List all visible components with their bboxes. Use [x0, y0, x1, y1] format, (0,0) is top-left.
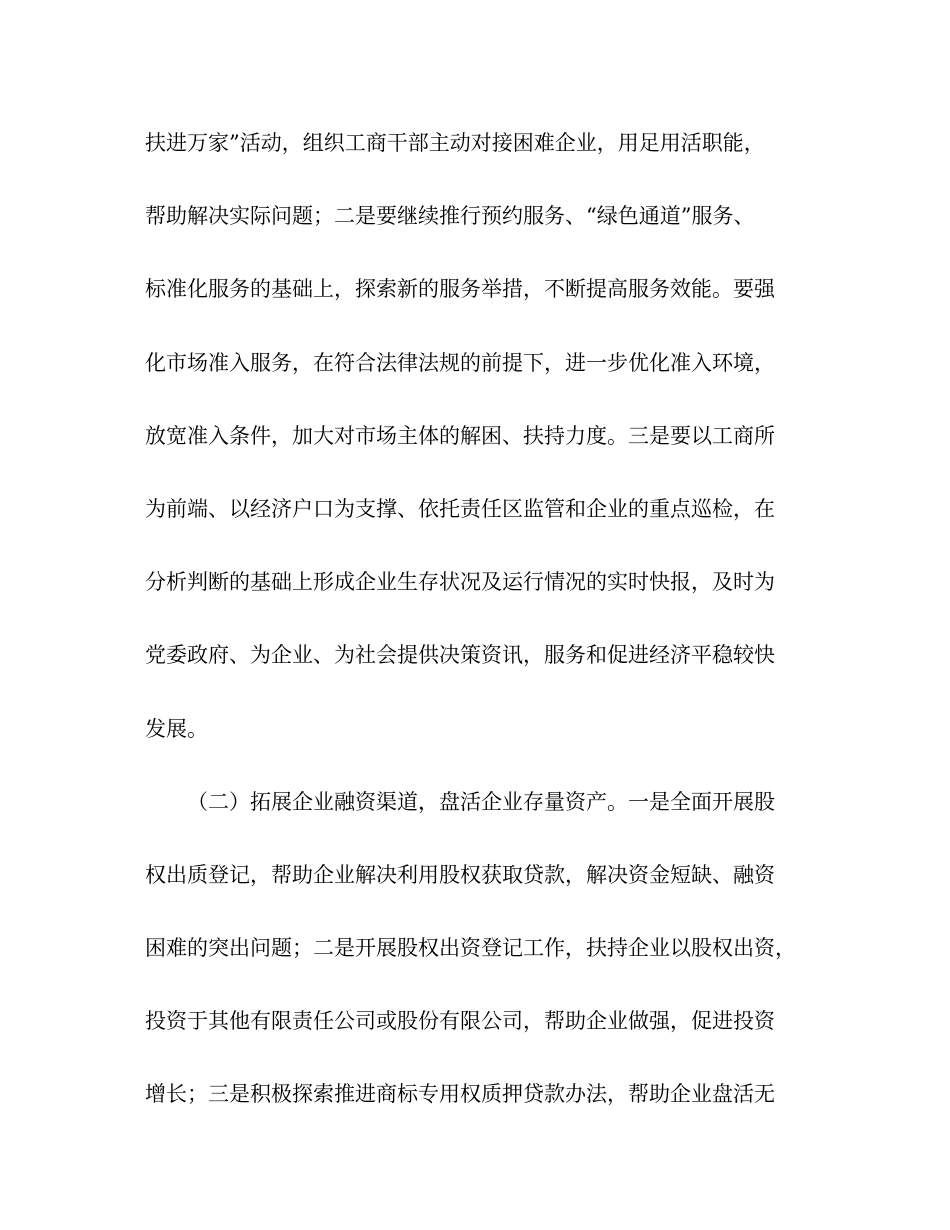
document-body [145, 118, 815, 1143]
text-line: 增长；三是积极探索推进商标专用权质押贷款办法，帮助企业盘活无 [145, 1082, 775, 1107]
section-heading-line: （二）拓展企业融资渠道，盘活企业存量资产。一是全面开展股 [187, 789, 775, 814]
text-line: 权出质登记，帮助企业解决利用股权获取贷款，解决资金短缺、融资 [145, 862, 775, 887]
text-line: 化市场准入服务，在符合法律法规的前提下，进一步优化准入环境， [145, 350, 775, 375]
text-line: 扶进万家”活动，组织工商干部主动对接困难企业，用足用活职能， [145, 131, 765, 155]
text-line: 为前端、以经济户口为支撑、依托责任区监管和企业的重点巡检，在 [145, 496, 775, 521]
text-line: 分析判断的基础上形成企业生存状况及运行情况的实时快报，及时为 [145, 570, 775, 595]
text-line: 投资于其他有限责任公司或股份有限公司，帮助企业做强，促进投资 [145, 1009, 775, 1034]
text-line: 帮助解决实际问题；二是要继续推行预约服务、“绿色通道”服务、 [145, 204, 755, 229]
text-line: 放宽准入条件，加大对市场主体的解困、扶持力度。三是要以工商所 [145, 423, 775, 448]
text-line: 困难的突出问题；二是开展股权出资登记工作，扶持企业以股权出资， [145, 936, 796, 961]
text-line: 发展。 [145, 716, 208, 741]
text-line: 标准化服务的基础上，探索新的服务举措，不断提高服务效能。要强 [145, 277, 775, 302]
text-line: 党委政府、为企业、为社会提供决策资讯，服务和促进经济平稳较快 [145, 643, 775, 668]
